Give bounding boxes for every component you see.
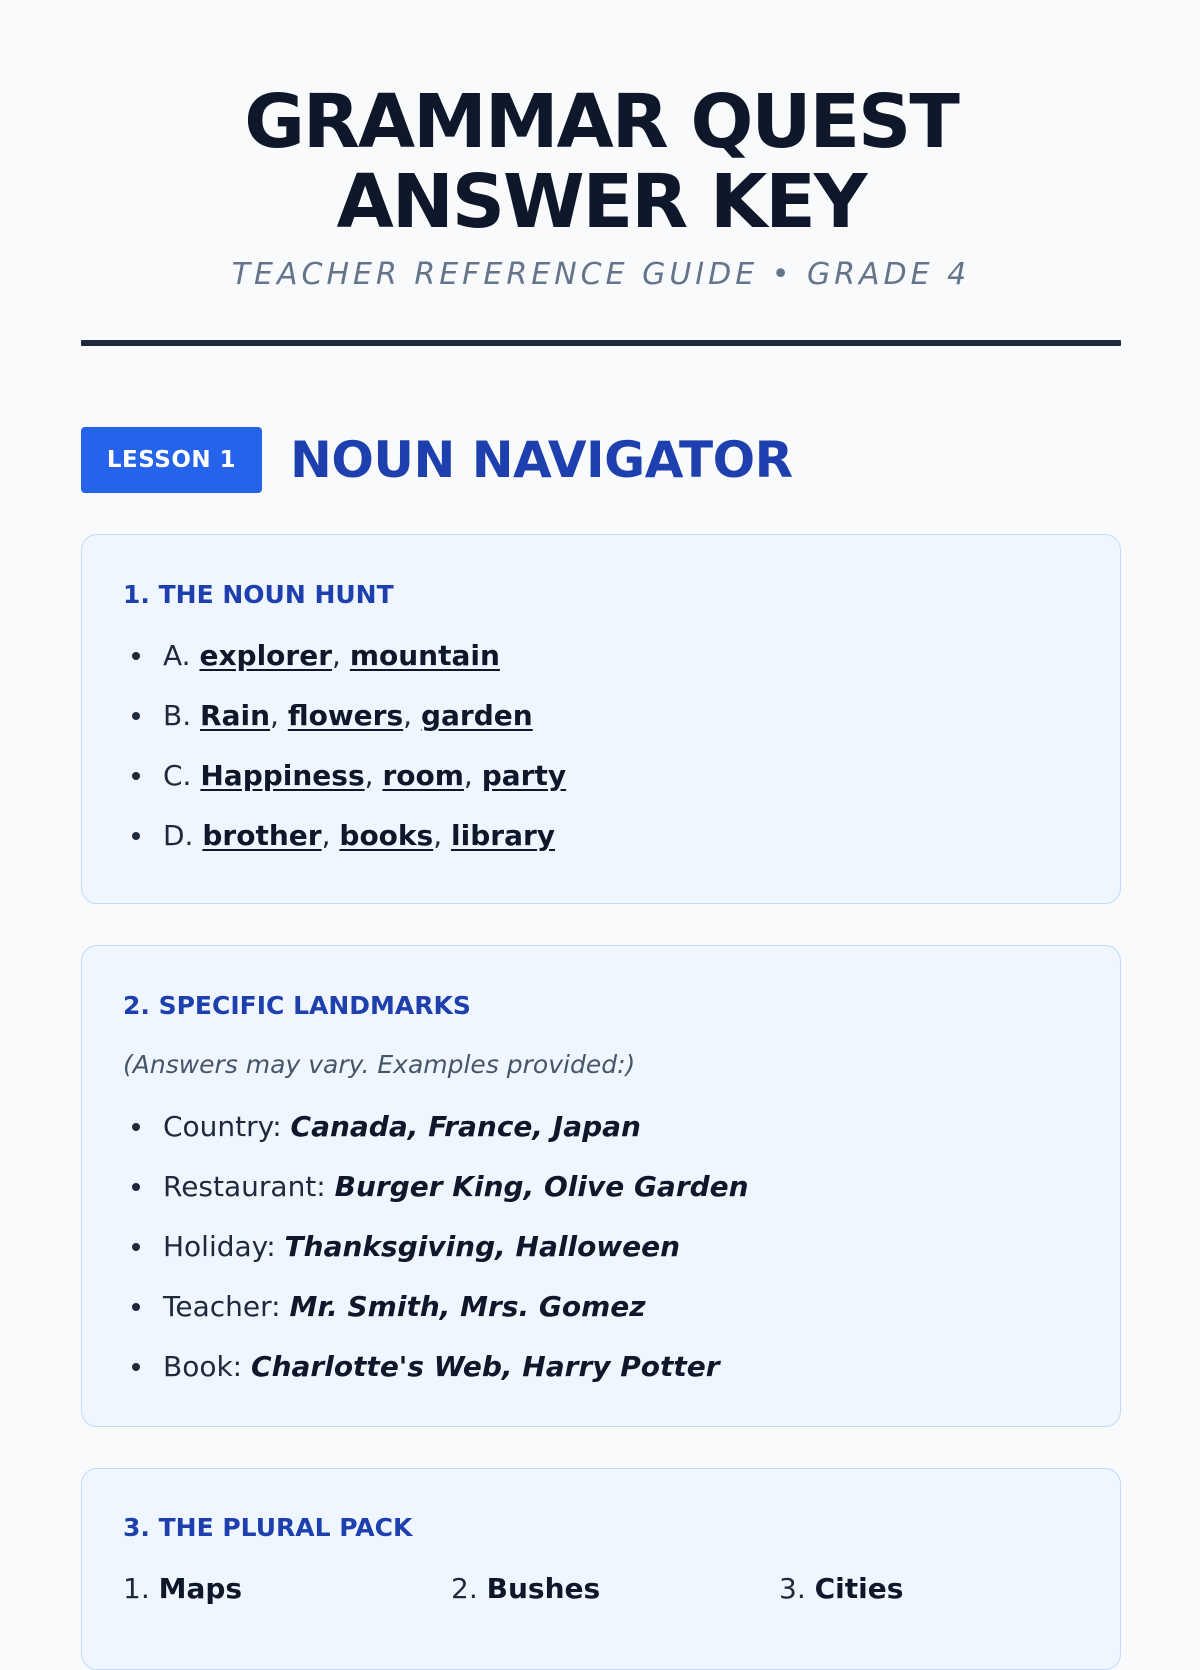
item-prefix: A.	[163, 639, 200, 672]
answer-word: explorer	[199, 639, 333, 672]
page-subtitle: TEACHER REFERENCE GUIDE • GRADE 4	[231, 257, 971, 292]
plural-number: 1.	[123, 1572, 159, 1605]
plural-answer	[123, 1569, 242, 1609]
item-prefix: D.	[163, 819, 203, 852]
item-label: Restaurant:	[163, 1170, 335, 1203]
section-plural-pack	[81, 1468, 1121, 1670]
separator: ,	[433, 819, 452, 852]
lesson-title: NOUN NAVIGATOR	[290, 431, 793, 489]
item-label: Holiday:	[163, 1230, 285, 1263]
list-item	[82, 1347, 749, 1407]
separator: ,	[403, 699, 421, 732]
answer-word: mountain	[349, 639, 500, 672]
answer-word: library	[451, 819, 556, 852]
plural-word: Maps	[158, 1572, 243, 1605]
separator: ,	[364, 759, 383, 792]
separator: ,	[270, 699, 288, 732]
page-title-line-2: ANSWER KEY	[336, 159, 866, 245]
list-item	[82, 816, 566, 876]
bullet-icon	[132, 712, 140, 720]
bullet-icon	[132, 1303, 140, 1311]
item-label: Book:	[163, 1350, 252, 1383]
item-label: Teacher:	[163, 1290, 290, 1323]
section-noun-hunt	[81, 534, 1121, 904]
item-examples: Charlotte's Web, Harry Potter	[251, 1350, 720, 1383]
plural-word: Bushes	[486, 1572, 601, 1605]
separator: ,	[321, 819, 340, 852]
item-examples: Burger King, Olive Garden	[334, 1170, 749, 1203]
item-examples: Thanksgiving, Halloween	[284, 1230, 681, 1263]
example-list	[82, 1107, 749, 1407]
bullet-icon	[132, 652, 140, 660]
section-title: 2. SPECIFIC LANDMARKS	[123, 991, 471, 1020]
section-note: (Answers may vary. Examples provided:)	[123, 1050, 636, 1079]
separator: ,	[332, 639, 350, 672]
list-item	[82, 1287, 749, 1347]
bullet-icon	[132, 1183, 140, 1191]
answer-list	[82, 636, 566, 876]
answer-word: books	[339, 819, 434, 852]
item-prefix: C.	[163, 759, 201, 792]
bullet-icon	[132, 832, 140, 840]
list-item	[82, 756, 566, 816]
bullet-icon	[132, 1363, 140, 1371]
answer-word: brother	[202, 819, 322, 852]
item-label: Country:	[163, 1110, 291, 1143]
answer-key-page	[81, 0, 1121, 1605]
answer-word: Rain	[200, 699, 271, 732]
bullet-icon	[132, 1243, 140, 1251]
lesson-badge: LESSON 1	[81, 427, 262, 493]
list-item	[82, 636, 566, 696]
separator: ,	[463, 759, 482, 792]
answer-word: garden	[420, 699, 533, 732]
header-divider	[81, 340, 1121, 346]
list-item	[82, 696, 566, 756]
section-specific-landmarks	[81, 945, 1121, 1427]
list-item	[82, 1167, 749, 1227]
page-title-line-1: GRAMMAR QUEST	[244, 79, 958, 165]
bullet-icon	[132, 1123, 140, 1131]
answer-word: Happiness	[200, 759, 365, 792]
answer-word: flowers	[287, 699, 404, 732]
item-prefix: B.	[163, 699, 201, 732]
section-title: 1. THE NOUN HUNT	[123, 580, 394, 609]
answer-word: room	[382, 759, 464, 792]
answer-word: party	[481, 759, 567, 792]
plural-word: Cities	[814, 1572, 904, 1605]
section-title: 3. THE PLURAL PACK	[123, 1513, 413, 1542]
plural-answer	[451, 1569, 600, 1609]
item-examples: Mr. Smith, Mrs. Gomez	[289, 1290, 646, 1323]
plural-number: 2.	[451, 1572, 487, 1605]
bullet-icon	[132, 772, 140, 780]
list-item	[82, 1107, 749, 1167]
item-examples: Canada, France, Japan	[290, 1110, 641, 1143]
plural-number: 3.	[779, 1572, 815, 1605]
list-item	[82, 1227, 749, 1287]
plural-answer	[779, 1569, 903, 1609]
